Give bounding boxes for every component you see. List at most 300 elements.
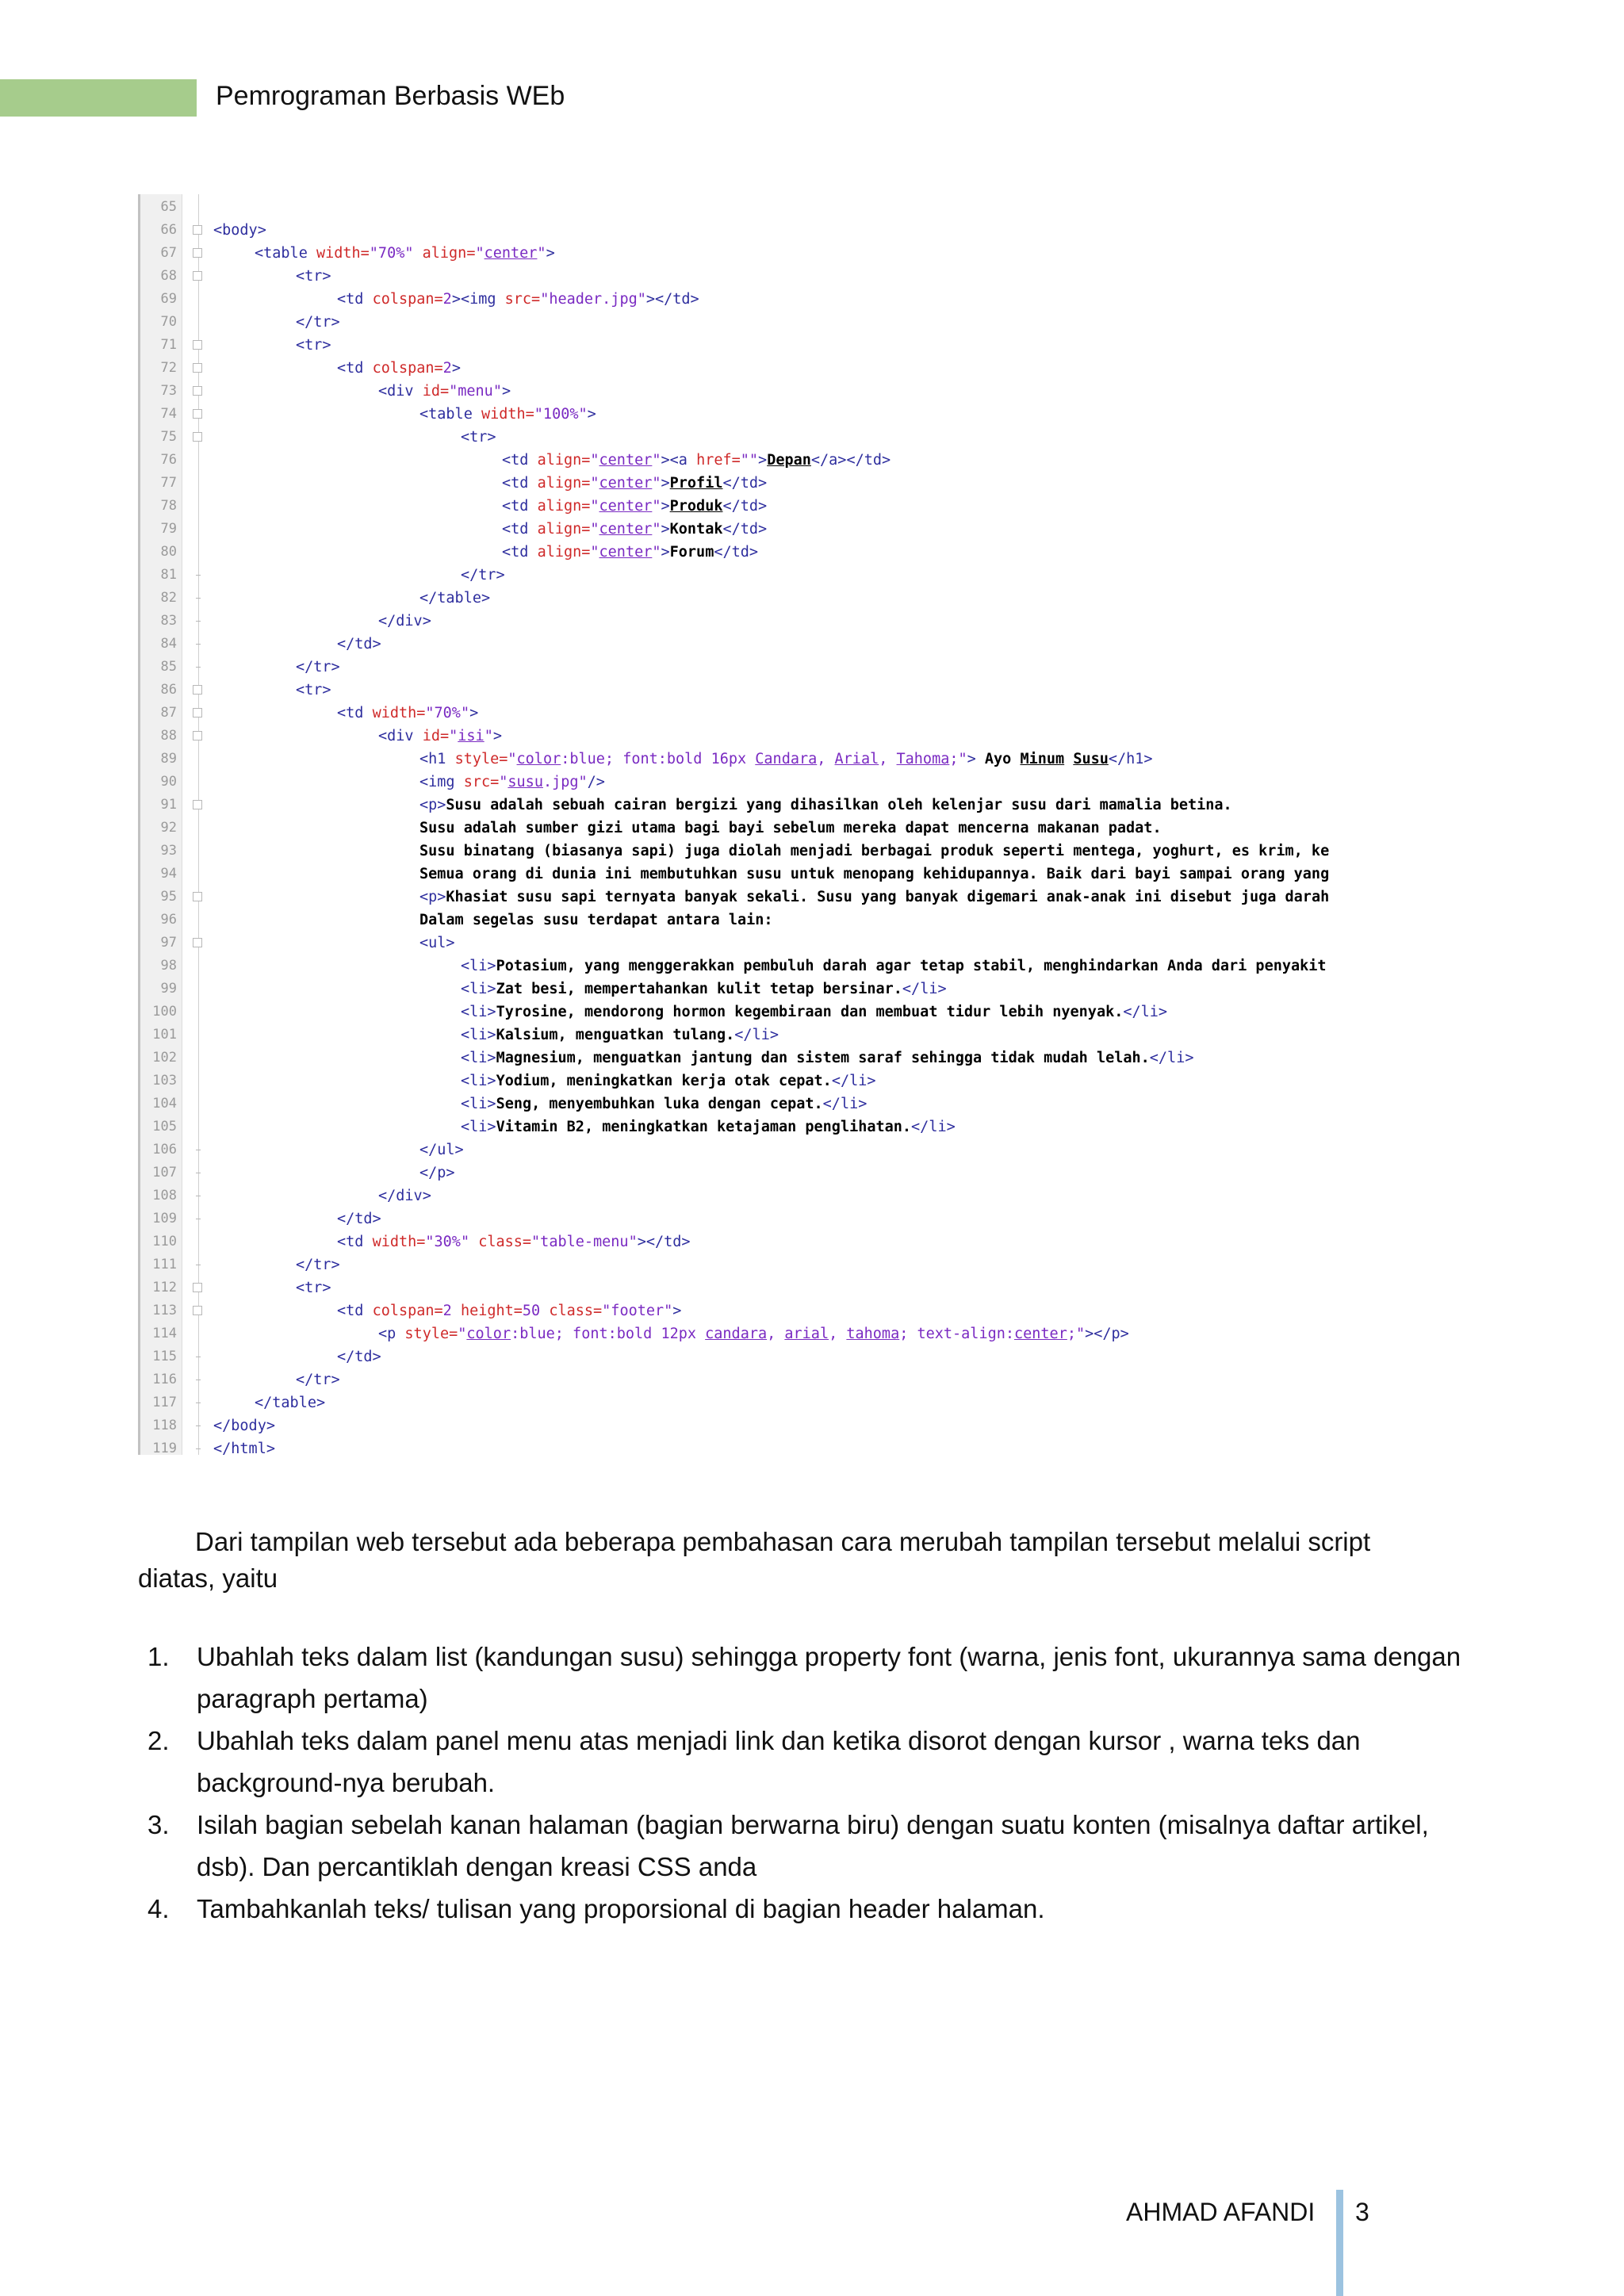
code-text: [419, 587, 490, 610]
code-token: colspan=: [372, 360, 443, 377]
code-token: ": [590, 498, 599, 515]
line-number: 114: [152, 1326, 177, 1341]
code-line: [140, 1230, 1540, 1253]
code-token: <td: [337, 291, 373, 308]
code-token: <td: [337, 1303, 373, 1319]
code-line: [140, 1115, 1540, 1138]
code-token: ;": [1067, 1326, 1086, 1342]
fold-toggle-icon[interactable]: [193, 1306, 202, 1315]
code-text: [419, 794, 1232, 817]
code-line: [140, 334, 1540, 357]
fold-toggle-icon[interactable]: [193, 1283, 202, 1292]
code-line: [140, 1138, 1540, 1161]
line-number: 96: [160, 912, 177, 928]
fold-end-icon: [196, 1425, 201, 1426]
code-text: [296, 679, 331, 702]
code-text: [296, 1368, 340, 1391]
code-token: <p>: [419, 797, 446, 813]
code-token: <tr>: [296, 337, 331, 354]
line-number: 65: [160, 199, 177, 215]
code-token: </p>: [419, 1165, 455, 1181]
code-token: ": [590, 452, 599, 469]
code-token: .jpg": [542, 774, 588, 790]
line-number: 91: [160, 797, 177, 813]
code-token: width=: [372, 1234, 426, 1250]
code-token: Tahoma: [896, 751, 950, 767]
code-line: [140, 1276, 1540, 1299]
code-text: [419, 1138, 464, 1161]
code-token: </tr>: [461, 567, 505, 584]
line-number: 98: [160, 958, 177, 974]
code-text: [337, 702, 478, 725]
line-number: 102: [152, 1050, 177, 1066]
line-number: 84: [160, 636, 177, 652]
code-text: [296, 265, 331, 288]
code-token: Depan: [767, 452, 811, 469]
task-number: 3.: [147, 1810, 170, 1839]
code-token: ></td>: [645, 291, 699, 308]
code-token: >: [469, 705, 479, 721]
code-line: [140, 357, 1540, 380]
code-token: </table>: [419, 590, 491, 607]
task-number: 1.: [147, 1642, 170, 1671]
task-item: [138, 1888, 1486, 1930]
code-token: Vitamin B2, meningkatkan ketajaman penglihatan.: [496, 1119, 912, 1135]
code-text: [419, 886, 1329, 909]
code-line: [140, 1253, 1540, 1276]
task-list: [138, 1636, 1486, 1930]
code-token: <img: [419, 774, 464, 790]
code-line: [140, 1047, 1540, 1070]
code-token: id=: [422, 728, 450, 744]
code-token: align=: [422, 245, 476, 262]
line-number: 82: [160, 590, 177, 606]
code-text: [213, 1414, 275, 1437]
task-item: [138, 1720, 1486, 1804]
code-text: [378, 380, 511, 403]
code-token: ": [652, 521, 661, 538]
code-token: </li>: [1149, 1050, 1194, 1066]
code-token: </tr>: [296, 1372, 340, 1388]
code-token: "footer": [602, 1303, 673, 1319]
code-token: "70%": [425, 705, 470, 721]
code-token: arial: [784, 1326, 829, 1342]
line-number: 86: [160, 682, 177, 698]
code-token: ; text-align:: [899, 1326, 1014, 1342]
code-line: [140, 1207, 1540, 1230]
line-number: 118: [152, 1418, 177, 1433]
code-text: [461, 1093, 867, 1115]
code-line: [140, 265, 1540, 288]
code-token: ><img: [451, 291, 505, 308]
code-line: [140, 909, 1540, 932]
code-token: </td>: [722, 521, 768, 538]
code-text: [419, 840, 1329, 863]
code-text: [419, 748, 1153, 771]
code-line: [140, 725, 1540, 748]
code-token: >: [451, 360, 461, 377]
code-line: [140, 1001, 1540, 1024]
code-token: </li>: [911, 1119, 956, 1135]
task-number: 2.: [147, 1726, 170, 1755]
code-text: [502, 449, 891, 472]
code-line: [140, 1345, 1540, 1368]
code-token: Ayo: [984, 751, 1021, 767]
code-line: [140, 1161, 1540, 1184]
code-token: center: [599, 452, 653, 469]
line-number: 87: [160, 705, 177, 721]
code-text: [502, 541, 758, 564]
code-token: <td: [502, 498, 538, 515]
code-line: [140, 863, 1540, 886]
code-line: [140, 656, 1540, 679]
code-token: "table-menu": [531, 1234, 638, 1250]
code-token: align=: [537, 544, 591, 561]
code-token: colspan=: [372, 291, 443, 308]
line-number: 109: [152, 1211, 177, 1226]
code-token: Susu adalah sumber gizi utama bagi bayi sebelum mereka dapat mencerna makanan padat.: [419, 820, 1162, 836]
fold-toggle-icon[interactable]: [193, 800, 202, 809]
fold-toggle-icon[interactable]: [193, 432, 202, 442]
code-token: >: [672, 1303, 682, 1319]
code-text: [296, 1276, 331, 1299]
code-token: center: [599, 521, 653, 538]
code-token: Produk: [669, 498, 723, 515]
code-token: ,: [829, 1326, 847, 1342]
code-token: align=: [537, 521, 591, 538]
code-token: 2: [442, 1303, 461, 1319]
code-token: width=: [372, 705, 426, 721]
fold-toggle-icon[interactable]: [193, 248, 202, 258]
line-number: 101: [152, 1027, 177, 1043]
code-line: [140, 541, 1540, 564]
footer-divider: [1336, 2190, 1343, 2296]
code-line: [140, 219, 1540, 242]
code-token: ": [475, 245, 485, 262]
line-number: 73: [160, 383, 177, 399]
line-number: 117: [152, 1395, 177, 1410]
fold-toggle-icon[interactable]: [193, 386, 202, 396]
code-token: ,: [767, 1326, 785, 1342]
code-token: ></p>: [1085, 1326, 1129, 1342]
fold-end-icon: [196, 575, 201, 576]
code-token: width=: [481, 406, 534, 423]
fold-toggle-icon[interactable]: [193, 409, 202, 419]
code-token: "menu": [449, 383, 502, 400]
code-text: [419, 1161, 455, 1184]
code-token: </td>: [722, 475, 768, 492]
code-text: [419, 817, 1162, 840]
code-line: [140, 817, 1540, 840]
code-token: 2: [442, 360, 452, 377]
code-line: [140, 495, 1540, 518]
code-token: </td>: [722, 498, 768, 515]
code-token: <li>: [461, 1073, 496, 1089]
line-number: 112: [152, 1280, 177, 1295]
code-token: </h1>: [1108, 751, 1153, 767]
code-text: [296, 311, 340, 334]
code-token: :blue; font:bold 12px: [511, 1326, 706, 1342]
code-token: </td>: [337, 1349, 381, 1365]
code-text: [378, 1322, 1129, 1345]
code-text: [502, 518, 767, 541]
code-text: [419, 403, 596, 426]
code-text: [502, 472, 767, 495]
code-token: class=: [549, 1303, 603, 1319]
code-token: >: [661, 498, 670, 515]
code-token: Kalsium, menguatkan tulang.: [496, 1027, 735, 1043]
code-token: <li>: [461, 1119, 496, 1135]
code-token: ": [590, 475, 599, 492]
code-text: [296, 1253, 340, 1276]
code-line: [140, 1437, 1540, 1460]
code-token: <ul>: [419, 935, 455, 951]
code-token: <td: [337, 705, 373, 721]
code-token: />: [587, 774, 605, 790]
code-text: [296, 334, 331, 357]
code-text: [461, 1001, 1167, 1024]
code-line: [140, 1368, 1540, 1391]
code-token: center: [599, 498, 653, 515]
code-token: </li>: [831, 1073, 876, 1089]
fold-toggle-icon[interactable]: [193, 225, 202, 235]
code-token: ><a: [661, 452, 697, 469]
code-token: </ul>: [419, 1142, 464, 1158]
code-token: </li>: [822, 1096, 868, 1112]
code-line: [140, 1391, 1540, 1414]
task-text: Ubahlah teks dalam panel menu atas menjadi link dan ketika disorot dengan kursor , warna teks dan background-nya berubah.: [197, 1726, 1361, 1797]
line-number: 116: [152, 1372, 177, 1387]
fold-end-icon: [196, 1402, 201, 1403]
code-line: [140, 840, 1540, 863]
fold-end-icon: [196, 667, 201, 668]
code-token: <tr>: [296, 1280, 331, 1296]
code-token: colspan=: [372, 1303, 443, 1319]
code-text: [461, 1024, 779, 1047]
code-text: [461, 955, 1327, 978]
code-token: ></td>: [637, 1234, 691, 1250]
code-token: </tr>: [296, 1257, 340, 1273]
code-token: Minum: [1020, 751, 1065, 767]
code-line: [140, 564, 1540, 587]
code-token: "": [740, 452, 759, 469]
code-token: 2: [442, 291, 452, 308]
code-token: ": [652, 498, 661, 515]
code-token: >: [661, 521, 670, 538]
code-line: [140, 679, 1540, 702]
code-text: [461, 1115, 956, 1138]
code-line: [140, 1184, 1540, 1207]
code-token: </tr>: [296, 659, 340, 675]
code-text: [337, 1207, 381, 1230]
code-token: ,: [817, 751, 835, 767]
code-token: </div>: [378, 613, 431, 629]
task-text: Tambahkanlah teks/ tulisan yang proporsional di bagian header halaman.: [197, 1894, 1045, 1923]
code-token: <p>: [419, 889, 446, 905]
code-token: style=: [454, 751, 508, 767]
code-token: id=: [422, 383, 450, 400]
code-token: 50: [522, 1303, 550, 1319]
code-line: [140, 1070, 1540, 1093]
code-token: Arial: [834, 751, 879, 767]
code-token: <td: [337, 360, 373, 377]
code-text: [337, 1345, 381, 1368]
code-line: [140, 886, 1540, 909]
code-token: <td: [337, 1234, 373, 1250]
line-number: 92: [160, 820, 177, 836]
code-token: <li>: [461, 1050, 496, 1066]
code-token: center: [599, 544, 653, 561]
line-number: 83: [160, 613, 177, 629]
line-number: 85: [160, 659, 177, 675]
code-text: [296, 656, 340, 679]
code-token: center: [484, 245, 538, 262]
task-text: Isilah bagian sebelah kanan halaman (bagian berwarna biru) dengan suatu konten (misalnya daftar artikel, dsb). Dan percantiklah dengan kreasi CSS anda: [197, 1810, 1429, 1881]
code-token: align=: [537, 452, 591, 469]
line-number: 89: [160, 751, 177, 767]
code-token: Magnesium, menguatkan jantung dan sistem saraf sehingga tidak mudah lelah.: [496, 1050, 1150, 1066]
line-number: 75: [160, 429, 177, 445]
code-text: [378, 725, 502, 748]
code-token: Profil: [669, 475, 723, 492]
fold-toggle-icon[interactable]: [193, 340, 202, 350]
code-text: [419, 909, 773, 932]
task-item: [138, 1804, 1486, 1888]
line-number: 119: [152, 1441, 177, 1456]
code-text: [419, 771, 605, 794]
code-token: tahoma: [846, 1326, 900, 1342]
code-line: [140, 380, 1540, 403]
header-accent-bar: [0, 79, 197, 117]
code-token: ": [508, 751, 517, 767]
line-number: 93: [160, 843, 177, 859]
code-token: <td: [502, 475, 538, 492]
code-token: </li>: [1123, 1004, 1168, 1020]
fold-end-icon: [196, 621, 201, 622]
code-token: <td: [502, 544, 538, 561]
line-number: 107: [152, 1165, 177, 1181]
line-number: 106: [152, 1142, 177, 1158]
code-token: >: [661, 544, 670, 561]
fold-toggle-icon[interactable]: [193, 271, 202, 281]
fold-toggle-icon[interactable]: [193, 363, 202, 373]
code-token: <li>: [461, 1096, 496, 1112]
code-line: [140, 426, 1540, 449]
code-token: <tr>: [296, 268, 331, 285]
code-token: </table>: [255, 1395, 326, 1411]
code-line: [140, 403, 1540, 426]
code-token: </td>: [714, 544, 759, 561]
code-text: [502, 495, 767, 518]
code-token: Candara: [755, 751, 818, 767]
code-text: [255, 1391, 325, 1414]
line-number: 94: [160, 866, 177, 882]
code-line: [140, 794, 1540, 817]
code-text: [213, 219, 266, 242]
code-token: isi: [458, 728, 485, 744]
code-token: ,: [879, 751, 897, 767]
line-number: 105: [152, 1119, 177, 1135]
code-line: [140, 702, 1540, 725]
code-line: [140, 1024, 1540, 1047]
code-text: [337, 1230, 691, 1253]
task-item: [138, 1636, 1486, 1720]
code-token: >: [967, 751, 985, 767]
code-token: "100%": [534, 406, 588, 423]
line-number: 115: [152, 1349, 177, 1364]
code-token: Kontak: [669, 521, 723, 538]
code-text: [461, 426, 496, 449]
code-line: [140, 472, 1540, 495]
code-token: color: [516, 751, 561, 767]
code-token: "70%": [369, 245, 423, 262]
code-line: [140, 771, 1540, 794]
code-line: [140, 955, 1540, 978]
code-text: [461, 978, 947, 1001]
code-token: ;": [949, 751, 967, 767]
code-text: [337, 1299, 681, 1322]
line-number: 80: [160, 544, 177, 560]
code-token: <tr>: [461, 429, 496, 446]
code-token: Dalam segelas susu terdapat antara lain:: [419, 912, 773, 928]
line-number: 68: [160, 268, 177, 284]
code-token: <li>: [461, 1004, 496, 1020]
code-line: [140, 978, 1540, 1001]
fold-toggle-icon[interactable]: [193, 892, 202, 901]
code-token: <table: [255, 245, 316, 262]
line-number: 95: [160, 889, 177, 905]
code-token: href=: [696, 452, 741, 469]
code-text: [255, 242, 555, 265]
code-token: <table: [419, 406, 481, 423]
line-number: 72: [160, 360, 177, 376]
code-token: Semua orang di dunia ini membutuhkan susu untuk menopang kehidupannya. Baik dari bayi sampai orang yang: [419, 866, 1330, 882]
code-line: [140, 196, 1540, 219]
code-text: [461, 564, 505, 587]
code-screenshot: [138, 194, 1540, 1455]
code-token: ": [449, 728, 458, 744]
code-token: Susu binatang (biasanya sapi) juga diolah menjadi berbagai produk seperti mentega, yoghurt, es krim, ke: [419, 843, 1330, 859]
code-token: align=: [537, 475, 591, 492]
line-number: 66: [160, 222, 177, 238]
code-token: ": [458, 1326, 467, 1342]
code-token: ": [652, 475, 661, 492]
page-number: 3: [1355, 2198, 1369, 2226]
code-token: <td: [502, 521, 538, 538]
code-token: Tyrosine, mendorong hormon kegembiraan dan membuat tidur lebih nyenyak.: [496, 1004, 1124, 1020]
fold-toggle-icon[interactable]: [193, 708, 202, 718]
code-text: [337, 288, 699, 311]
fold-toggle-icon[interactable]: [193, 938, 202, 947]
code-token: ": [590, 521, 599, 538]
task-number: 4.: [147, 1894, 170, 1923]
code-token: ": [590, 544, 599, 561]
line-number: 88: [160, 728, 177, 744]
code-token: width=: [316, 245, 370, 262]
code-token: </a></td>: [810, 452, 891, 469]
code-token: <div: [378, 728, 423, 744]
code-token: ": [499, 774, 508, 790]
code-token: Yodium, meningkatkan kerja otak cepat.: [496, 1073, 832, 1089]
code-token: height=: [460, 1303, 523, 1319]
code-token: Forum: [669, 544, 714, 561]
code-token: candara: [705, 1326, 768, 1342]
fold-toggle-icon[interactable]: [193, 731, 202, 740]
code-token: "30%": [425, 1234, 479, 1250]
code-token: <h1: [419, 751, 455, 767]
fold-toggle-icon[interactable]: [193, 685, 202, 695]
line-number: 79: [160, 521, 177, 537]
